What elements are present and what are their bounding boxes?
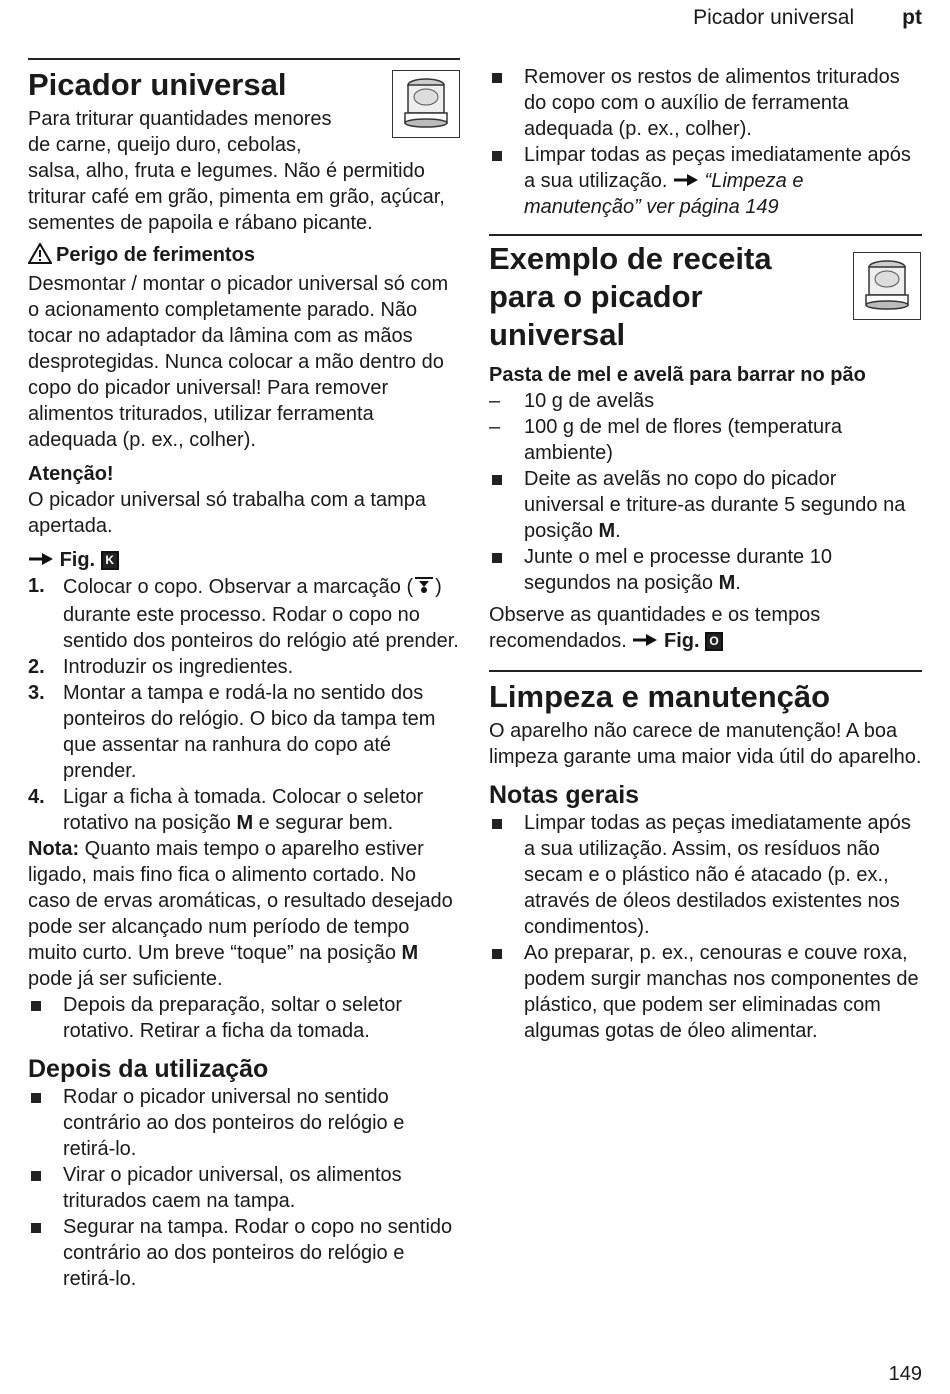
universal-chopper-icon bbox=[392, 70, 460, 138]
general-notes-list bbox=[489, 810, 922, 1044]
bullet-square-icon bbox=[492, 73, 502, 83]
list-item bbox=[489, 466, 922, 544]
page-number: 149 bbox=[888, 1363, 922, 1385]
bullet-square-icon bbox=[31, 1171, 41, 1181]
bullet-square-icon bbox=[31, 1223, 41, 1233]
position-m: M bbox=[236, 812, 254, 834]
warning-triangle-icon bbox=[28, 243, 52, 271]
dash-marker: – bbox=[489, 390, 501, 412]
list-item bbox=[489, 544, 922, 596]
section-rule bbox=[489, 234, 922, 236]
ingredient-text: 10 g de avelãs bbox=[524, 390, 655, 412]
list-item-text: Ao preparar, p. ex., cenouras e couve roxa, podem surgir manchas nos componentes de plástico, que podem ser eliminadas com algumas gotas de óleo alimentar. bbox=[524, 942, 919, 1042]
list-item bbox=[28, 1214, 460, 1292]
list-item-text: Limpar todas as peças imediatamente após a sua utilização. Assim, os resíduos não secam e o plástico não é atacado (p. ex., através de óleos destilados existentes nos condimentos). bbox=[524, 812, 911, 938]
list-item-text: Rodar o picador universal no sentido contrário ao dos ponteiros do relógio e retirá-lo. bbox=[63, 1086, 405, 1160]
dash-marker: – bbox=[489, 416, 501, 438]
list-item bbox=[489, 64, 922, 142]
section-title: Picador universal bbox=[28, 67, 287, 102]
intro-line-2: de carne, queijo duro, cebolas, bbox=[28, 134, 302, 156]
bullet-square-icon bbox=[492, 949, 502, 959]
cleaning-title: Limpeza e manutenção bbox=[489, 679, 831, 714]
recipe-title bbox=[489, 240, 829, 354]
after-note-list bbox=[28, 992, 460, 1044]
list-item-text: Deite as avelãs no copo do picador universal e triture-as durante 5 segundo na posição bbox=[524, 468, 906, 542]
ingredient-text: 100 g de mel de flores (temperatura ambiente) bbox=[524, 416, 842, 464]
list-item-text: Limpar todas as peças imediatamente após a sua utilização. bbox=[524, 144, 911, 192]
bullet-square-icon bbox=[492, 475, 502, 485]
step-item bbox=[28, 654, 460, 680]
step-item bbox=[28, 680, 460, 784]
steps-list bbox=[28, 573, 460, 836]
cleanup-list bbox=[489, 64, 922, 220]
danger-title: Perigo de ferimentos bbox=[56, 244, 255, 266]
recipe-title-line: para o picador bbox=[489, 279, 703, 314]
recipe-name: Pasta de mel e avelã para barrar no pão bbox=[489, 364, 866, 386]
section-rule bbox=[28, 58, 460, 60]
list-item bbox=[28, 992, 460, 1044]
figure-letter-badge: K bbox=[101, 551, 119, 570]
note-label: Nota: bbox=[28, 838, 80, 860]
note-position-m: M bbox=[401, 942, 419, 964]
step-text-continued: e segurar bem. bbox=[253, 812, 394, 834]
universal-chopper-icon bbox=[853, 252, 921, 320]
left-column bbox=[28, 58, 460, 1292]
intro-line-1: Para triturar quantidades menores bbox=[28, 108, 332, 130]
observe-text: Observe as quantidades e os tempos recomendados. bbox=[489, 604, 821, 652]
header-section: Picador universal bbox=[693, 6, 855, 29]
list-item bbox=[28, 1084, 460, 1162]
recipe-title-line: universal bbox=[489, 317, 626, 352]
ingredient-item bbox=[489, 414, 922, 466]
list-item-end: . bbox=[735, 572, 741, 594]
right-column bbox=[489, 64, 922, 1044]
step-text: Colocar o copo. Observar a marcação ( bbox=[63, 575, 414, 598]
list-item bbox=[489, 810, 922, 940]
list-item-text: Junte o mel e processe durante 10 segundos na posição bbox=[524, 546, 832, 594]
intro-text-rest: salsa, alho, fruta e legumes. Não é permitido triturar café em grão, pimenta em grão, açúcar, sementes de papoila e rábano picante. bbox=[28, 160, 445, 234]
bullet-square-icon bbox=[31, 1093, 41, 1103]
step-item bbox=[28, 573, 460, 654]
figure-letter-badge: O bbox=[705, 632, 723, 651]
attention-text: O picador universal só trabalha com a tampa apertada. bbox=[28, 489, 426, 537]
figure-label: Fig. bbox=[663, 630, 700, 652]
figure-label: Fig. bbox=[59, 549, 96, 571]
list-item bbox=[28, 1162, 460, 1214]
step-text-continued: ) durante este processo. Rodar o copo no sentido dos ponteiros do relógio até prender. bbox=[63, 575, 459, 652]
bullet-square-icon bbox=[492, 553, 502, 563]
arrow-right-icon bbox=[673, 168, 699, 194]
list-item-text: Depois da preparação, soltar o seletor rotativo. Retirar a ficha da tomada. bbox=[63, 994, 403, 1042]
step-number: 3. bbox=[28, 682, 45, 704]
step-number: 4. bbox=[28, 786, 45, 808]
note-text: Quanto mais tempo o aparelho estiver ligado, mais fino fica o alimento cortado. No caso de ervas aromáticas, o resultado desejado pode ser alcançado num período de tempo muito curto. Um breve “toque” na posição bbox=[28, 838, 453, 964]
list-item bbox=[489, 940, 922, 1044]
arrow-right-icon bbox=[632, 628, 658, 654]
note-end: pode já ser suficiente. bbox=[28, 968, 223, 990]
observe-paragraph bbox=[489, 602, 922, 654]
general-notes-title: Notas gerais bbox=[489, 781, 640, 809]
arrow-right-icon bbox=[28, 547, 54, 573]
danger-heading bbox=[28, 242, 460, 271]
note-paragraph bbox=[28, 836, 460, 992]
bullet-square-icon bbox=[492, 819, 502, 829]
step-number: 1. bbox=[28, 575, 45, 597]
ingredients-list bbox=[489, 388, 922, 596]
list-item-text: Segurar na tampa. Rodar o copo no sentido contrário ao dos ponteiros do relógio e retirá-lo. bbox=[63, 1216, 453, 1290]
list-item-text: Virar o picador universal, os alimentos triturados caem na tampa. bbox=[63, 1164, 402, 1212]
list-item bbox=[489, 142, 922, 220]
recipe-title-line: Exemplo de receita bbox=[489, 241, 772, 276]
position-m: M bbox=[598, 520, 616, 542]
cross-reference-link[interactable]: “Limpeza e manutenção” ver página 149 bbox=[524, 170, 804, 218]
section-rule bbox=[489, 670, 922, 672]
after-use-title: Depois da utilização bbox=[28, 1055, 269, 1083]
header-language: pt bbox=[902, 6, 922, 29]
step-text: Ligar a ficha à tomada. Colocar o seletor rotativo na posição bbox=[63, 786, 424, 834]
danger-text: Desmontar / montar o picador universal só com o acionamento completamente parado. Não tocar no adaptador da lâmina com as mãos desprotegidas. Nunca colocar a mão dentro do copo do picador universal! Para remover alimentos triturados, utilizar ferramenta adequada (p. ex., colher). bbox=[28, 273, 449, 451]
step-text: Introduzir os ingredientes. bbox=[63, 656, 294, 678]
page-header bbox=[693, 6, 922, 30]
attention-title: Atenção! bbox=[28, 463, 114, 485]
step-number: 2. bbox=[28, 656, 45, 678]
list-item-end: . bbox=[615, 520, 621, 542]
step-item bbox=[28, 784, 460, 836]
figure-reference bbox=[28, 547, 460, 573]
list-item-text: Remover os restos de alimentos triturados do copo com o auxílio de ferramenta adequada (p. ex., colher). bbox=[524, 66, 900, 140]
cleaning-text: O aparelho não carece de manutenção! A boa limpeza garante uma maior vida útil do aparelho. bbox=[489, 720, 922, 768]
ingredient-item bbox=[489, 388, 922, 414]
position-m: M bbox=[718, 572, 736, 594]
bullet-square-icon bbox=[31, 1001, 41, 1011]
step-text: Montar a tampa e rodá-la no sentido dos ponteiros do relógio. O bico da tampa tem que assentar na ranhura do copo até prender. bbox=[63, 682, 436, 782]
marking-symbol-icon bbox=[413, 573, 435, 602]
bullet-square-icon bbox=[492, 151, 502, 161]
after-use-list bbox=[28, 1084, 460, 1292]
